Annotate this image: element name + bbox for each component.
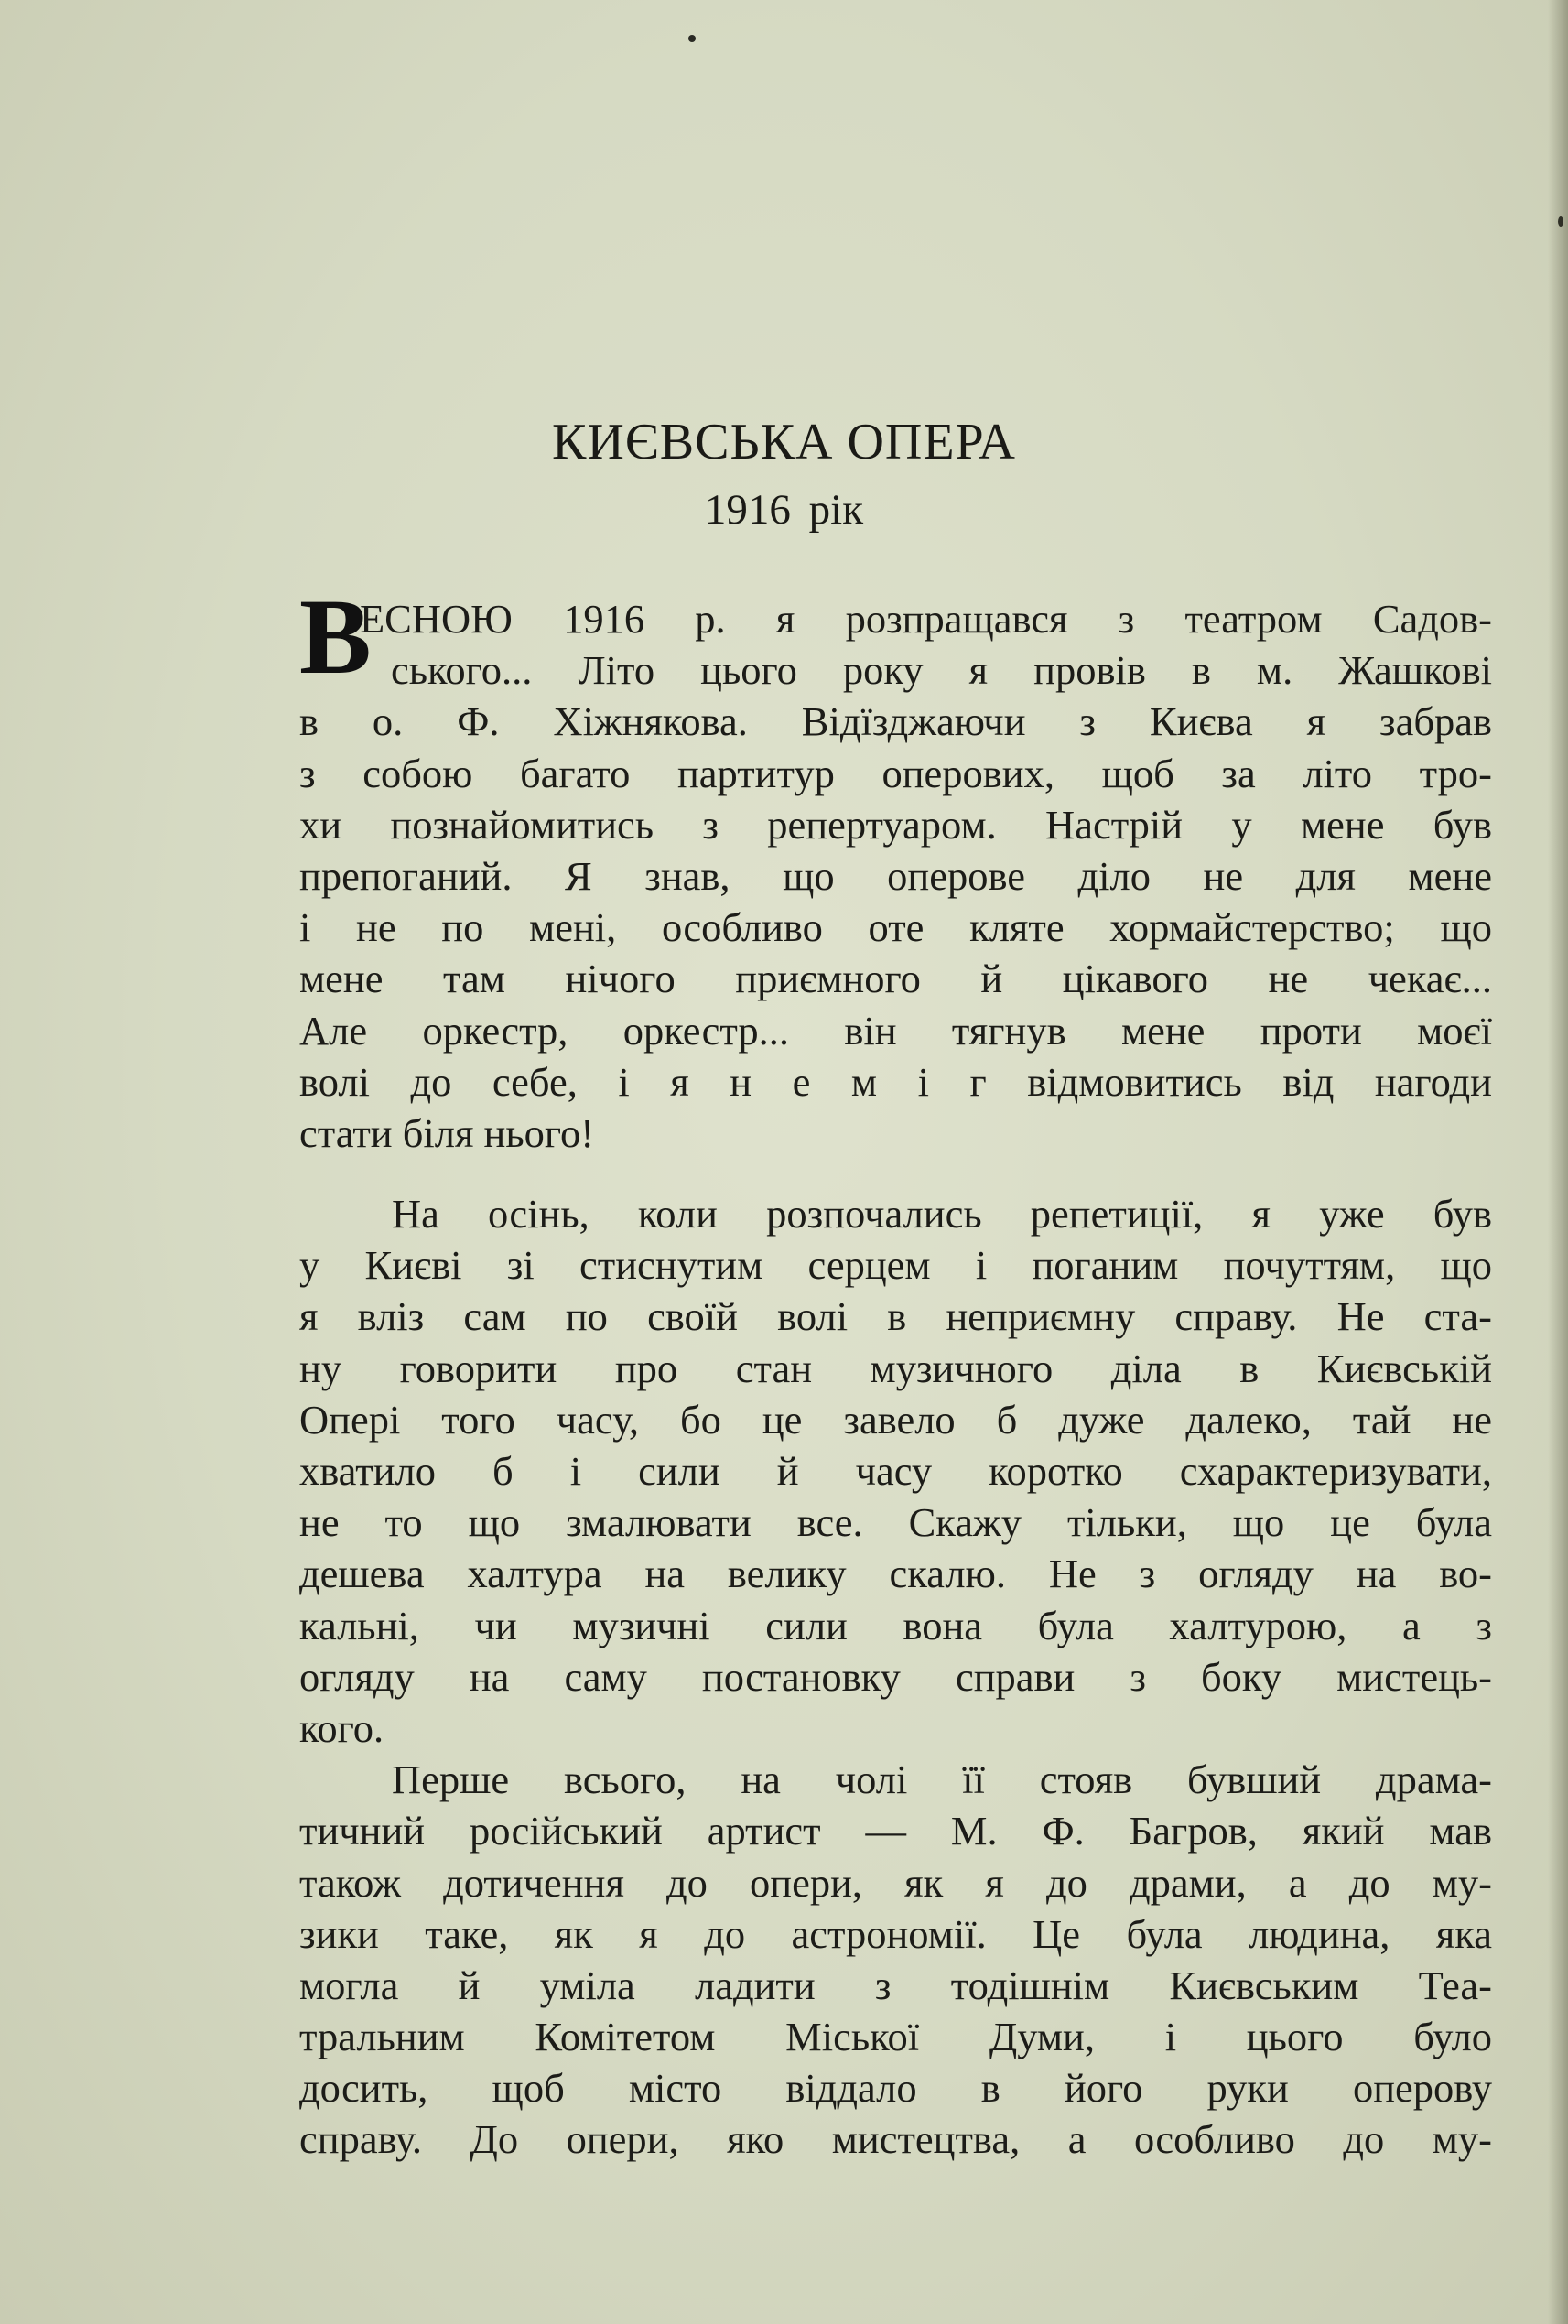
text-line: зики таке, як я до астрономії. Це була людина, яка xyxy=(299,1910,1492,1957)
text-line: ну говорити про стан музичного діла в Києвській xyxy=(299,1345,1492,1391)
text-line: Перше всього, на чолі її стояв бувший драма- xyxy=(392,1757,1492,1803)
chapter-title: КИЄВСЬКА ОПЕРА xyxy=(552,414,1016,470)
text-line: тральним Комітетом Міської Думи, і цього було xyxy=(299,2014,1492,2060)
text-line: з собою багато партитур оперових, щоб за літо тро- xyxy=(299,750,1492,796)
text-line: не то що змалювати все. Скажу тільки, що це була xyxy=(299,1499,1492,1546)
text-line: мене там нічого приємного й цікавого не чекає... xyxy=(299,956,1492,1002)
page-edge-shadow xyxy=(1548,0,1568,2324)
text-line: хи познайомитись з репертуаром. Настрій у мене був xyxy=(299,801,1492,848)
text-line: кальні, чи музичні сили вона була халтурою, а з xyxy=(299,1602,1492,1648)
text-line: препоганий. Я знав, що оперове діло не для мене xyxy=(299,852,1492,899)
ink-speck xyxy=(688,35,696,42)
text-line: ЕСНОЮ 1916 р. я розпращався з театром Садов- xyxy=(360,596,1492,642)
text-line: хватило б і сили й часу коротко схарактеризувати, xyxy=(299,1448,1492,1494)
text-line: справу. До опери, яко мистецтва, а особливо до му- xyxy=(299,2116,1492,2163)
text-line: у Києві зі стиснутим серцем і поганим почуттям, що xyxy=(299,1242,1492,1289)
body-text xyxy=(299,577,1492,2166)
drop-cap: В xyxy=(299,577,372,697)
text-line: огляду на саму постановку справи з боку мистець- xyxy=(299,1653,1492,1700)
text-line: я вліз сам по своїй волі в неприємну справу. Не ста- xyxy=(299,1293,1492,1340)
paragraph-1 xyxy=(299,577,1492,1159)
text-line: стати біля нього! xyxy=(299,1109,595,1156)
text-line: волі до себе, і я н е м і г відмовитись від нагоди xyxy=(299,1058,1492,1105)
text-line: Але оркестр, оркестр... він тягнув мене проти моєї xyxy=(299,1007,1492,1054)
text-line: На осінь, коли розпочались репетиції, я уже був xyxy=(392,1191,1492,1238)
text-line: дешева халтура на велику скалю. Не з огляду на во- xyxy=(299,1551,1492,1597)
text-line: в о. Ф. Хіжнякова. Відїзджаючи з Києва я забрав xyxy=(299,698,1492,745)
text-line: тичний російський артист — М. Ф. Багров, який мав xyxy=(299,1808,1492,1854)
text-line: і не по мені, особливо оте кляте хормайстерство; що xyxy=(299,904,1492,951)
text-line: також дотичення до опери, як я до драми, а до му- xyxy=(299,1859,1492,1906)
text-line: кого. xyxy=(299,1704,384,1751)
text-line: Опері того часу, бо це завело б дуже далеко, тай не xyxy=(299,1396,1492,1443)
paragraph-2 xyxy=(299,1188,1492,1754)
text-line: могла й уміла ладити з тодішнім Києвським Теа- xyxy=(299,1962,1492,2008)
text-line: досить, щоб місто віддало в його руки оперову xyxy=(299,2065,1492,2112)
text-line: ського... Літо цього року я провів в м. Жашкові xyxy=(391,647,1492,694)
chapter-year: 1916 рік xyxy=(704,486,864,534)
paragraph-3 xyxy=(299,1754,1492,2166)
